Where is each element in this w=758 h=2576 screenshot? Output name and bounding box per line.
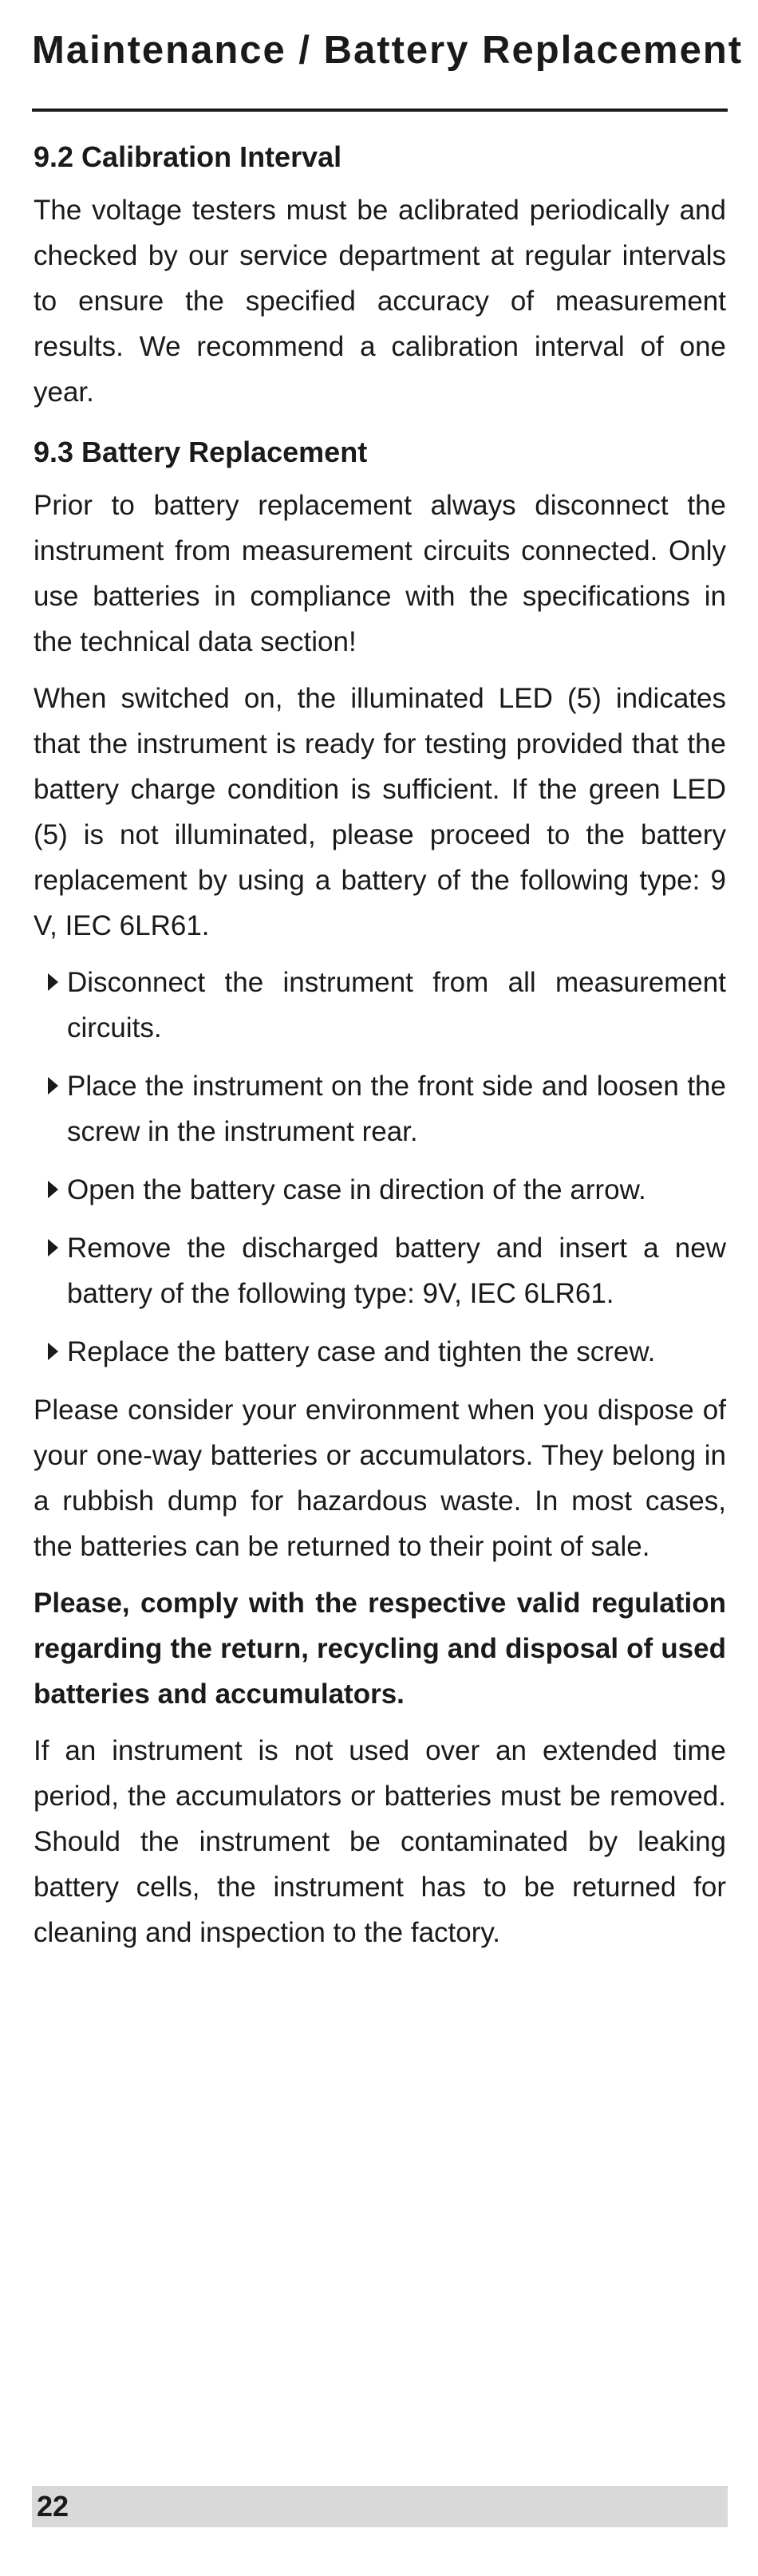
paragraph: The voltage testers must be aclibrated periodically and checked by our service department at regular intervals to ensure the specified accuracy of measurement results. We recommend a calibration interval of one year.: [34, 195, 726, 408]
step-text: Disconnect the instrument from all measurement circuits.: [67, 967, 726, 1043]
section-heading: 9.3 Battery Replacement: [34, 436, 368, 468]
step-text: Remove the discharged battery and insert a new battery of the following type: 9V, IEC 6LR61.: [67, 1233, 726, 1309]
paragraph: When switched on, the illuminated LED (5) indicates that the instrument is ready for testing provided that the battery charge condition is sufficient. If the green LED (5) is not illuminated, please proceed to the battery replacement by using a battery of the following type: 9 V, IEC 6LR61.: [34, 683, 726, 941]
paragraph: Please consider your environment when you dispose of your one-way batteries or accumulators. They belong in a rubbish dump for hazardous waste. In most cases, the batteries can be returned to their point of sale.: [34, 1395, 726, 1562]
step-text: Place the instrument on the front side and loosen the screw in the instrument rear.: [67, 1071, 726, 1147]
triangle-right-icon: [48, 1077, 58, 1095]
list-item: [34, 960, 726, 1051]
paragraph: Prior to battery replacement always disconnect the instrument from measurement circuits connected. Only use batteries in compliance with the specifications in the technical data section!: [34, 490, 726, 657]
header-divider: [32, 108, 728, 112]
list-item: [34, 1225, 726, 1316]
regulation-notice: Please, comply with the respective valid regulation regarding the return, recycling and disposal of used batteries and accumulators.: [34, 1588, 726, 1710]
page-title: Maintenance / Battery Replacement: [32, 29, 744, 72]
step-text: Open the battery case in direction of the arrow.: [67, 1174, 646, 1205]
section-heading: 9.2 Calibration Interval: [34, 140, 342, 173]
paragraph: If an instrument is not used over an extended time period, the accumulators or batteries must be removed. Should the instrument be contaminated by leaking battery cells, the instrument has to be returned for cleaning and inspection to the factory.: [34, 1735, 726, 1948]
triangle-right-icon: [48, 1239, 58, 1256]
list-item: [34, 1167, 726, 1213]
page-footer: [32, 2486, 728, 2527]
page-header: [32, 24, 744, 77]
list-item: [34, 1329, 726, 1375]
list-item: [34, 1063, 726, 1154]
document-body: [34, 134, 726, 1970]
section-calibration-interval: [34, 134, 726, 415]
triangle-right-icon: [48, 973, 58, 991]
page-number: 22: [37, 2490, 69, 2523]
triangle-right-icon: [48, 1181, 58, 1198]
triangle-right-icon: [48, 1343, 58, 1360]
section-battery-replacement: [34, 429, 726, 1955]
instruction-steps: [34, 960, 726, 1375]
step-text: Replace the battery case and tighten the screw.: [67, 1336, 656, 1367]
